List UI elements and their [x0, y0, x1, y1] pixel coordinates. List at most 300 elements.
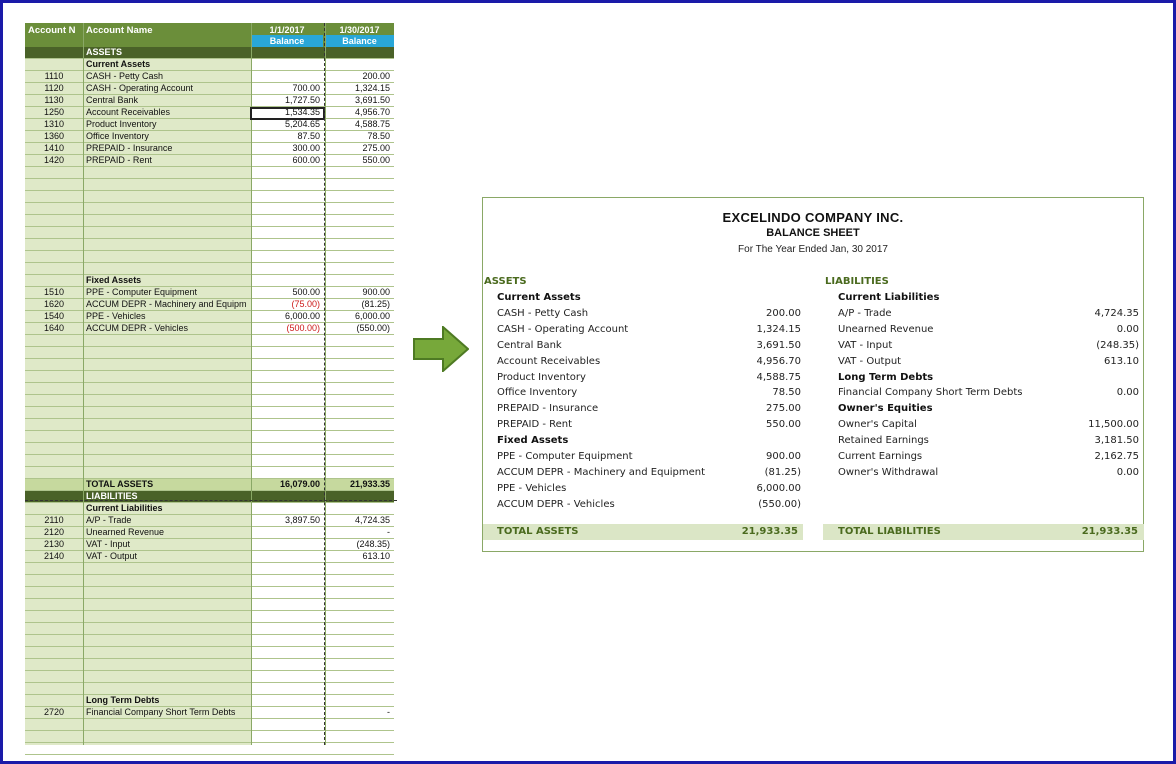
- table-row: [25, 491, 394, 503]
- cell-account-name[interactable]: A/P - Trade: [86, 515, 132, 525]
- cell-account-name[interactable]: [86, 467, 251, 479]
- cell-account-code[interactable]: [25, 455, 83, 467]
- cell-balance-2[interactable]: (550.00): [356, 323, 390, 333]
- cell-account-name[interactable]: [86, 191, 251, 203]
- line-item-amount: 550.00: [766, 419, 801, 431]
- cell-account-code[interactable]: [25, 215, 83, 227]
- cell-account-name[interactable]: PPE - Vehicles: [86, 311, 146, 321]
- cell-balance-1[interactable]: [251, 623, 323, 635]
- table-row: [25, 563, 394, 575]
- header-balance-2[interactable]: Balance: [325, 35, 394, 47]
- cell-balance-2[interactable]: -: [387, 527, 390, 537]
- cell-account-code[interactable]: [25, 599, 83, 611]
- cell-account-code[interactable]: 1250: [43, 107, 65, 117]
- cell-balance-2[interactable]: [325, 359, 394, 371]
- cell-balance-1[interactable]: [251, 611, 323, 623]
- cell-account-code[interactable]: 1420: [43, 155, 65, 165]
- cell-balance-1[interactable]: [251, 707, 323, 719]
- cell-balance-1[interactable]: [251, 743, 323, 755]
- cell-account-name[interactable]: [86, 647, 251, 659]
- cell-account-name[interactable]: [86, 335, 251, 347]
- cell-balance-2[interactable]: [325, 203, 394, 215]
- cell-account-code[interactable]: 1130: [44, 95, 64, 105]
- cell-account-name[interactable]: CASH - Operating Account: [86, 83, 194, 93]
- cell-balance-2[interactable]: [325, 59, 394, 71]
- cell-balance-1[interactable]: 16,079.00: [279, 479, 320, 489]
- cell-balance-1[interactable]: 600.00: [292, 155, 320, 165]
- cell-account-name[interactable]: [86, 239, 251, 251]
- cell-account-code[interactable]: [25, 695, 83, 707]
- cell-balance-2[interactable]: [325, 371, 394, 383]
- cell-account-name[interactable]: [86, 227, 251, 239]
- cell-account-name[interactable]: [86, 743, 251, 755]
- cell-balance-1[interactable]: [251, 419, 323, 431]
- cell-account-code[interactable]: [25, 467, 83, 479]
- cell-balance-1[interactable]: [251, 59, 323, 71]
- cell-balance-1[interactable]: [251, 167, 323, 179]
- cell-balance-1[interactable]: [251, 371, 323, 383]
- cell-balance-1[interactable]: [251, 599, 323, 611]
- line-item-label: Account Receivables: [497, 355, 601, 367]
- cell-account-name[interactable]: Account Receivables: [86, 107, 171, 117]
- cell-account-code[interactable]: 1360: [43, 131, 65, 141]
- cell-account-code[interactable]: [25, 59, 83, 71]
- cell-balance-2[interactable]: [325, 671, 394, 683]
- cell-account-name[interactable]: [86, 683, 251, 695]
- cell-account-name[interactable]: [86, 371, 251, 383]
- cell-balance-2[interactable]: [325, 587, 394, 599]
- cell-balance-1[interactable]: [251, 551, 323, 563]
- cell-balance-2[interactable]: [325, 731, 394, 743]
- cell-account-code[interactable]: [25, 371, 83, 383]
- header-date-1[interactable]: 1/1/2017: [269, 25, 305, 35]
- spreadsheet: [25, 23, 394, 745]
- cell-account-code[interactable]: 1620: [43, 299, 65, 309]
- table-row: [25, 251, 394, 263]
- cell-balance-1[interactable]: (500.00): [286, 323, 320, 333]
- header-balance-1[interactable]: Balance: [251, 35, 323, 47]
- cell-balance-1[interactable]: 500.00: [292, 287, 320, 297]
- table-row: [25, 743, 394, 755]
- cell-balance-1[interactable]: [251, 455, 323, 467]
- line-item-label: Financial Company Short Term Debts: [838, 387, 1023, 399]
- cell-account-name[interactable]: [86, 731, 251, 743]
- cell-balance-1[interactable]: [251, 383, 323, 395]
- line-item-label: A/P - Trade: [838, 307, 892, 319]
- cell-account-code[interactable]: 2140: [43, 551, 65, 561]
- cell-account-name[interactable]: TOTAL ASSETS: [86, 479, 154, 489]
- table-row: [25, 443, 394, 455]
- cell-balance-2[interactable]: 1,324.15: [354, 83, 390, 93]
- cell-account-code[interactable]: [25, 335, 83, 347]
- cell-balance-2[interactable]: [325, 575, 394, 587]
- cell-account-name[interactable]: [86, 587, 251, 599]
- cell-balance-1[interactable]: [251, 203, 323, 215]
- cell-balance-1[interactable]: [251, 275, 323, 287]
- cell-balance-1[interactable]: [251, 467, 323, 479]
- cell-balance-1[interactable]: [251, 671, 323, 683]
- cell-balance-2[interactable]: 4,588.75: [354, 119, 390, 129]
- cell-balance-2[interactable]: [325, 683, 394, 695]
- cell-balance-2[interactable]: [325, 599, 394, 611]
- cell-balance-2[interactable]: 4,724.35: [354, 515, 390, 525]
- cell-balance-1[interactable]: [251, 575, 323, 587]
- table-row: [25, 395, 394, 407]
- table-row: [25, 275, 394, 287]
- cell-account-name[interactable]: Office Inventory: [86, 131, 149, 141]
- cell-balance-2[interactable]: [325, 191, 394, 203]
- cell-account-name[interactable]: [86, 755, 251, 764]
- cell-account-name[interactable]: [86, 563, 251, 575]
- cell-balance-2[interactable]: [325, 443, 394, 455]
- header-account-no[interactable]: Account N: [28, 25, 76, 36]
- cell-balance-1[interactable]: 87.50: [297, 131, 320, 141]
- cell-account-code[interactable]: [25, 263, 83, 275]
- cell-balance-1[interactable]: [251, 539, 323, 551]
- cell-balance-2[interactable]: [325, 695, 394, 707]
- right-arrow-icon: [413, 326, 469, 372]
- cell-balance-1[interactable]: [251, 239, 323, 251]
- cell-balance-2[interactable]: 613.10: [362, 551, 390, 561]
- cell-balance-1[interactable]: [251, 179, 323, 191]
- cell-balance-1[interactable]: [251, 191, 323, 203]
- cell-balance-1[interactable]: [251, 407, 323, 419]
- cell-balance-2[interactable]: [325, 215, 394, 227]
- cell-balance-1[interactable]: [251, 635, 323, 647]
- table-row: [25, 707, 394, 719]
- cell-balance-1[interactable]: [251, 731, 323, 743]
- table-row: [25, 587, 394, 599]
- cell-account-name[interactable]: [86, 383, 251, 395]
- cell-balance-1[interactable]: [251, 755, 323, 764]
- cell-balance-1[interactable]: [251, 503, 323, 515]
- cell-balance-1[interactable]: [251, 359, 323, 371]
- cell-account-code[interactable]: 1540: [43, 311, 65, 321]
- table-row: [25, 719, 394, 731]
- cell-account-code[interactable]: [25, 683, 83, 695]
- cell-account-name[interactable]: PREPAID - Insurance: [86, 143, 173, 153]
- cell-balance-2[interactable]: 4,956.70: [354, 107, 390, 117]
- table-row: [25, 359, 394, 371]
- table-row: [25, 383, 394, 395]
- cell-balance-1[interactable]: [251, 563, 323, 575]
- cell-account-code[interactable]: [25, 671, 83, 683]
- cell-account-code[interactable]: [25, 251, 83, 263]
- line-item-amount: 0.00: [1116, 323, 1139, 335]
- cell-account-name[interactable]: [86, 395, 251, 407]
- line-item-label: Current Earnings: [838, 451, 923, 462]
- cell-account-name[interactable]: [86, 431, 251, 443]
- cell-account-code[interactable]: 2120: [43, 527, 65, 537]
- cell-account-code[interactable]: 1120: [44, 83, 64, 93]
- line-item-amount: 900.00: [766, 451, 801, 462]
- cell-balance-2[interactable]: [325, 611, 394, 623]
- cell-account-code[interactable]: [25, 719, 83, 731]
- cell-account-name[interactable]: Long Term Debts: [86, 695, 160, 705]
- cell-balance-2[interactable]: [325, 647, 394, 659]
- cell-account-code[interactable]: [25, 431, 83, 443]
- cell-balance-1[interactable]: [251, 647, 323, 659]
- report-period: For The Year Ended Jan, 30 2017: [738, 244, 888, 255]
- cell-account-code[interactable]: 1640: [43, 323, 65, 333]
- cell-balance-1[interactable]: [251, 227, 323, 239]
- cell-account-code[interactable]: [25, 395, 83, 407]
- cell-account-name[interactable]: Unearned Revenue: [86, 527, 165, 537]
- cell-account-name[interactable]: ASSETS: [86, 47, 123, 57]
- cell-balance-1[interactable]: 5,204.65: [284, 119, 320, 129]
- cell-balance-2[interactable]: [325, 455, 394, 467]
- cell-account-name[interactable]: [86, 251, 251, 263]
- cell-account-code[interactable]: 1410: [43, 143, 65, 153]
- cell-balance-1[interactable]: [251, 215, 323, 227]
- cell-account-code[interactable]: [25, 275, 83, 287]
- cell-account-code[interactable]: [25, 731, 83, 743]
- table-row: [25, 59, 394, 71]
- cell-balance-1[interactable]: 3,897.50: [284, 515, 320, 525]
- cell-balance-1[interactable]: [251, 443, 323, 455]
- cell-balance-2[interactable]: (248.35): [356, 539, 390, 549]
- cell-account-name[interactable]: LIABILITIES: [86, 491, 138, 501]
- cell-balance-1[interactable]: [251, 251, 323, 263]
- cell-account-code[interactable]: [25, 407, 83, 419]
- cell-account-code[interactable]: [25, 47, 83, 59]
- cell-balance-2[interactable]: [325, 503, 394, 515]
- cell-balance-2[interactable]: -: [387, 707, 390, 717]
- cell-balance-2[interactable]: [325, 275, 394, 287]
- cell-account-code[interactable]: [25, 659, 83, 671]
- cell-account-code[interactable]: 2110: [44, 515, 64, 525]
- cell-balance-1[interactable]: [251, 431, 323, 443]
- cell-account-code[interactable]: [25, 227, 83, 239]
- cell-balance-1[interactable]: [251, 47, 323, 59]
- cell-balance-2[interactable]: 900.00: [362, 287, 390, 297]
- cell-balance-2[interactable]: [325, 251, 394, 263]
- cell-balance-2[interactable]: [325, 743, 394, 755]
- cell-account-name[interactable]: PREPAID - Rent: [86, 155, 152, 165]
- assets-heading: ASSETS: [484, 276, 527, 287]
- cell-account-name[interactable]: Product Inventory: [86, 119, 157, 129]
- cell-balance-2[interactable]: [325, 239, 394, 251]
- cell-account-name[interactable]: [86, 599, 251, 611]
- cell-account-name[interactable]: [86, 659, 251, 671]
- cell-balance-2[interactable]: 21,933.35: [349, 479, 390, 489]
- table-row: [25, 611, 394, 623]
- table-row: [25, 203, 394, 215]
- cell-balance-1[interactable]: 6,000.00: [284, 311, 320, 321]
- cell-account-code[interactable]: [25, 611, 83, 623]
- cell-account-code[interactable]: 2720: [43, 707, 65, 717]
- balance-sheet-report: [482, 197, 1144, 552]
- cell-balance-1[interactable]: [251, 683, 323, 695]
- selected-cell[interactable]: [250, 107, 325, 120]
- cell-balance-2[interactable]: (81.25): [361, 299, 390, 309]
- cell-account-code[interactable]: 1510: [43, 287, 65, 297]
- cell-account-code[interactable]: [25, 503, 83, 515]
- cell-balance-1[interactable]: [251, 263, 323, 275]
- cell-account-name[interactable]: [86, 455, 251, 467]
- line-item-amount: 11,500.00: [1088, 419, 1139, 431]
- cell-account-code[interactable]: [25, 191, 83, 203]
- cell-account-code[interactable]: [25, 587, 83, 599]
- cell-account-code[interactable]: 1110: [44, 71, 64, 81]
- cell-account-code[interactable]: [25, 383, 83, 395]
- cell-account-name[interactable]: [86, 407, 251, 419]
- total-liabilities-value: 21,933.35: [1081, 526, 1138, 537]
- cell-account-code[interactable]: [25, 575, 83, 587]
- cell-balance-1[interactable]: 300.00: [292, 143, 320, 153]
- cell-account-name[interactable]: [86, 611, 251, 623]
- header-account-name[interactable]: Account Name: [86, 25, 153, 36]
- cell-balance-1[interactable]: (75.00): [291, 299, 320, 309]
- cell-account-name[interactable]: [86, 719, 251, 731]
- line-item-label: PREPAID - Insurance: [497, 403, 599, 415]
- table-row: [25, 635, 394, 647]
- cell-balance-1[interactable]: [251, 527, 323, 539]
- cell-account-name[interactable]: Central Bank: [86, 95, 139, 105]
- cell-balance-2[interactable]: [325, 563, 394, 575]
- cell-balance-2[interactable]: [325, 491, 394, 503]
- cell-balance-2[interactable]: 3,691.50: [354, 95, 390, 105]
- cell-account-name[interactable]: PPE - Computer Equipment: [86, 287, 198, 297]
- cell-account-name[interactable]: [86, 215, 251, 227]
- line-item-label: Product Inventory: [497, 371, 586, 383]
- line-item-label: PPE - Vehicles: [497, 482, 567, 494]
- cell-account-name[interactable]: Fixed Assets: [86, 275, 142, 285]
- cell-balance-2[interactable]: [325, 719, 394, 731]
- cell-balance-1[interactable]: [251, 347, 323, 359]
- cell-account-name[interactable]: ACCUM DEPR - Machinery and Equipm: [86, 299, 247, 309]
- cell-account-name[interactable]: [86, 203, 251, 215]
- total-assets-bar: [483, 524, 803, 540]
- cell-account-name[interactable]: Current Assets: [86, 59, 151, 69]
- line-item-label: Owner's Capital: [838, 419, 917, 431]
- table-row: [25, 263, 394, 275]
- cell-balance-2[interactable]: [325, 623, 394, 635]
- header-date-2[interactable]: 1/30/2017: [339, 25, 380, 35]
- cell-account-name[interactable]: [86, 623, 251, 635]
- cell-balance-2[interactable]: [325, 419, 394, 431]
- cell-account-name[interactable]: ACCUM DEPR - Vehicles: [86, 323, 189, 333]
- cell-balance-2[interactable]: [325, 383, 394, 395]
- cell-account-code[interactable]: [25, 647, 83, 659]
- cell-balance-1[interactable]: [251, 719, 323, 731]
- cell-account-name[interactable]: [86, 359, 251, 371]
- cell-account-code[interactable]: [25, 179, 83, 191]
- cell-account-code[interactable]: [25, 239, 83, 251]
- cell-account-name[interactable]: [86, 671, 251, 683]
- cell-account-code[interactable]: [25, 623, 83, 635]
- line-item-label: VAT - Output: [838, 355, 902, 367]
- cell-account-code[interactable]: 2130: [43, 539, 65, 549]
- table-row: [25, 227, 394, 239]
- cell-balance-2[interactable]: [325, 263, 394, 275]
- cell-balance-2[interactable]: [325, 431, 394, 443]
- cell-account-code[interactable]: [25, 347, 83, 359]
- cell-balance-2[interactable]: [325, 335, 394, 347]
- cell-balance-2[interactable]: [325, 347, 394, 359]
- cell-account-name[interactable]: [86, 179, 251, 191]
- cell-account-name[interactable]: Financial Company Short Term Debts: [86, 707, 236, 717]
- cell-balance-2[interactable]: [325, 179, 394, 191]
- cell-account-code[interactable]: [25, 755, 83, 764]
- cell-balance-2[interactable]: 275.00: [362, 143, 390, 153]
- cell-balance-2[interactable]: [325, 659, 394, 671]
- cell-balance-2[interactable]: [325, 227, 394, 239]
- line-item-amount: 4,956.70: [756, 355, 801, 367]
- cell-account-name[interactable]: VAT - Output: [86, 551, 138, 561]
- cell-balance-2[interactable]: 200.00: [362, 71, 390, 81]
- cell-account-name[interactable]: Current Liabilities: [86, 503, 163, 513]
- cell-balance-1[interactable]: [251, 71, 323, 83]
- cell-balance-2[interactable]: 550.00: [362, 155, 390, 165]
- cell-balance-2[interactable]: [325, 167, 394, 179]
- grid-line: [325, 23, 326, 745]
- cell-balance-1[interactable]: [251, 587, 323, 599]
- table-row: [25, 455, 394, 467]
- cell-account-code[interactable]: [25, 359, 83, 371]
- cell-balance-1[interactable]: [251, 395, 323, 407]
- section-subheading: Owner's Equities: [838, 403, 933, 415]
- cell-balance-1[interactable]: 700.00: [292, 83, 320, 93]
- table-row: [25, 155, 394, 167]
- cell-account-code[interactable]: [25, 563, 83, 575]
- line-item-amount: (550.00): [758, 498, 801, 510]
- cell-account-code[interactable]: [25, 743, 83, 755]
- table-row: [25, 599, 394, 611]
- cell-account-code[interactable]: [25, 167, 83, 179]
- cell-account-code[interactable]: [25, 203, 83, 215]
- cell-account-code[interactable]: [25, 479, 83, 491]
- liabilities-heading: LIABILITIES: [825, 276, 889, 287]
- cell-balance-2[interactable]: 78.50: [367, 131, 390, 141]
- cell-balance-2[interactable]: [325, 407, 394, 419]
- page-break-horizontal: [25, 500, 397, 501]
- cell-balance-2[interactable]: [325, 47, 394, 59]
- cell-account-code[interactable]: [25, 491, 83, 503]
- cell-account-name[interactable]: [86, 635, 251, 647]
- line-item-label: Retained Earnings: [838, 435, 929, 447]
- cell-account-code[interactable]: 1310: [43, 119, 65, 129]
- cell-balance-2[interactable]: [325, 395, 394, 407]
- cell-account-code[interactable]: [25, 419, 83, 431]
- cell-account-name[interactable]: [86, 419, 251, 431]
- cell-balance-2[interactable]: [325, 635, 394, 647]
- cell-balance-2[interactable]: [325, 755, 394, 764]
- cell-balance-1[interactable]: 1,534.35: [284, 107, 320, 117]
- cell-balance-1[interactable]: [251, 491, 323, 503]
- cell-balance-1[interactable]: 1,727.50: [284, 95, 320, 105]
- table-row: [25, 671, 394, 683]
- cell-account-name[interactable]: VAT - Input: [86, 539, 131, 549]
- table-row: [25, 371, 394, 383]
- cell-account-name[interactable]: [86, 443, 251, 455]
- cell-account-code[interactable]: [25, 443, 83, 455]
- cell-account-name[interactable]: CASH - Petty Cash: [86, 71, 164, 81]
- cell-account-name[interactable]: [86, 167, 251, 179]
- cell-balance-1[interactable]: [251, 659, 323, 671]
- cell-balance-1[interactable]: [251, 695, 323, 707]
- line-item-amount: 4,588.75: [756, 371, 801, 383]
- cell-balance-1[interactable]: [251, 335, 323, 347]
- cell-balance-2[interactable]: [325, 467, 394, 479]
- cell-account-name[interactable]: [86, 575, 251, 587]
- table-row: [25, 479, 394, 491]
- cell-balance-2[interactable]: 6,000.00: [354, 311, 390, 321]
- cell-account-name[interactable]: [86, 263, 251, 275]
- table-row: [25, 131, 394, 143]
- cell-account-code[interactable]: [25, 635, 83, 647]
- cell-account-name[interactable]: [86, 347, 251, 359]
